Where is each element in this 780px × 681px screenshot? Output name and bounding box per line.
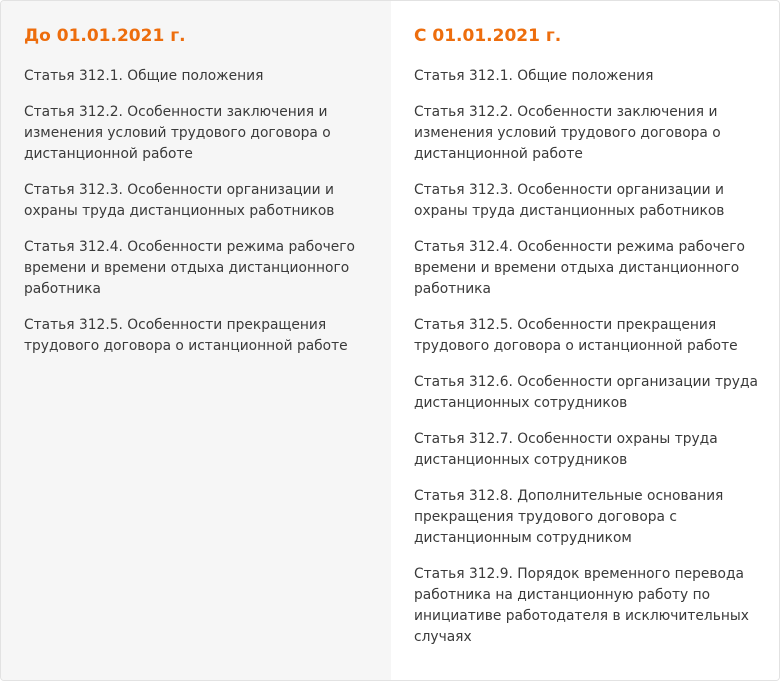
column-before	[1, 1, 391, 680]
before-article-item: Статья 312.5. Особенности прекращения трудового договора о истанционной работе	[24, 317, 348, 354]
after-article-item: Статья 312.4. Особенности режима рабочего времени и времени отдыха дистанционного работника	[414, 239, 745, 297]
before-article-item: Статья 312.1. Общие положения	[24, 68, 264, 84]
after-article-item: Статья 312.3. Особенности организации и охраны труда дистанционных работников	[414, 182, 725, 219]
column-after	[391, 1, 779, 680]
after-article-item: Статья 312.7. Особенности охраны труда дистанционных сотрудников	[414, 431, 718, 468]
before-article-item: Статья 312.2. Особенности заключения и изменения условий трудового договора о дистанционной работе	[24, 104, 331, 162]
column-before-title: До 01.01.2021 г.	[24, 26, 186, 46]
before-article-item: Статья 312.4. Особенности режима рабочего времени и времени отдыха дистанционного работника	[24, 239, 355, 297]
after-article-item: Статья 312.9. Порядок временного перевода работника на дистанционную работу по инициативе работодателя в исключительных случаях	[414, 566, 749, 645]
after-article-item: Статья 312.6. Особенности организации труда дистанционных сотрудников	[414, 374, 758, 411]
after-article-item: Статья 312.8. Дополнительные основания прекращения трудового договора с дистанционным сотрудником	[414, 488, 724, 546]
after-article-list	[414, 66, 759, 648]
column-after-title: С 01.01.2021 г.	[414, 26, 562, 46]
after-article-item: Статья 312.5. Особенности прекращения трудового договора о истанционной работе	[414, 317, 738, 354]
after-article-item: Статья 312.1. Общие положения	[414, 68, 654, 84]
after-article-item: Статья 312.2. Особенности заключения и изменения условий трудового договора о дистанционной работе	[414, 104, 721, 162]
before-article-item: Статья 312.3. Особенности организации и охраны труда дистанционных работников	[24, 182, 335, 219]
before-article-list	[24, 66, 371, 357]
